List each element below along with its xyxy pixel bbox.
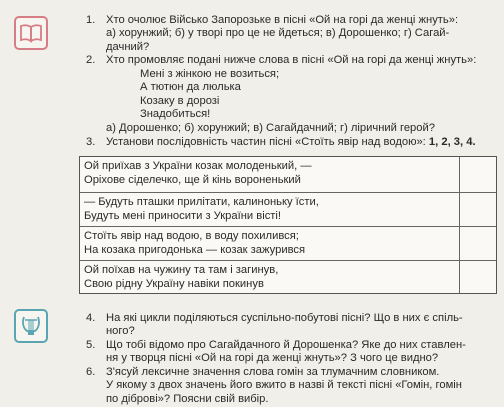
sequence-table: [79, 156, 497, 294]
question-5: [86, 339, 498, 367]
answer-cell[interactable]: [460, 227, 496, 260]
answer-cell[interactable]: [460, 193, 496, 226]
question-2-answers: а) Дорошенко; б) хорунжий; в) Сагайдачний; г) ліричний герой?: [106, 122, 435, 134]
question-text: [106, 136, 476, 149]
question-1: [86, 14, 498, 56]
question-number: 1.: [86, 14, 96, 26]
poem-line: А тютюн да люлька: [140, 81, 241, 94]
table-cell: [84, 195, 319, 223]
cell-line: Оріхове сіделечко, ще й кінь вороненький: [84, 174, 301, 186]
poem-line: Мені з жінкою не возиться;: [140, 68, 280, 80]
question-number: 6.: [86, 366, 96, 378]
table-row: [80, 261, 496, 293]
question-text: Що тобі відомо про Сагайдачного й Дорошенка? Яке до них ставлен-: [106, 339, 466, 351]
answer-cell[interactable]: [460, 261, 496, 293]
table-row: [80, 157, 496, 193]
question-text: З'ясуй лексичне значення слова гомін за тлумачним словником.: [106, 366, 440, 378]
question-4: [86, 312, 498, 340]
question-text-cont: У якому з двох значень його вжито в назві й тексті пісні «Гомін, гомін: [106, 379, 462, 392]
question-3: [86, 136, 498, 150]
question-text-cont2: по діброві»? Поясни свій вибір.: [106, 392, 269, 405]
question-2: [86, 54, 498, 68]
poem-line: Знадобиться!: [140, 108, 211, 121]
question-number: 3.: [86, 136, 96, 148]
cell-line: Ой приїхав з України козак молоденький, —: [84, 160, 312, 172]
cell-line: — Будуть пташки прилітати, калиноньку їсти,: [84, 196, 319, 208]
answer-cell[interactable]: [460, 157, 496, 192]
lyre-icon: [14, 309, 48, 343]
cell-line: Будуть мені приносити з України вісті!: [84, 210, 282, 222]
question-number: 2.: [86, 54, 96, 66]
question-text-body: Установи послідовність частин пісні «Стоїть явір над водою»:: [106, 136, 426, 148]
question-text: Хто промовляє подані нижче слова в пісні «Ой на горі да женці жнуть»:: [106, 54, 477, 66]
table-cell: [84, 263, 278, 291]
cell-line: Ой поїхав на чужину та там і загинув,: [84, 264, 279, 276]
book-icon: [14, 16, 48, 50]
table-row: [80, 227, 496, 261]
cell-line: На козака пригодонька — козак зажурився: [84, 244, 306, 256]
question-number: 5.: [86, 339, 96, 351]
question-text: Хто очолює Військо Запорозьке в пісні «Ой на горі да женці жнуть»:: [106, 14, 459, 26]
question-options: а) хорунжий; б) у творі про це не йдеться; в) Дорошенко; г) Сагай-: [106, 27, 450, 40]
question-6: [86, 366, 498, 407]
table-cell: [84, 229, 305, 257]
poem-quote: [140, 68, 279, 122]
table-cell: [84, 159, 312, 187]
cell-line: Свою рідну Україну навіки покинув: [84, 278, 264, 290]
order-numbers: 1, 2, 3, 4.: [428, 136, 476, 148]
cell-line: Стоїть явір над водою, в воду похилився;: [84, 230, 299, 242]
question-text-cont: ня у творця пісні «Ой на горі да женці жнуть»? З чого це видно?: [106, 352, 439, 365]
question-options-cont: дачний?: [106, 40, 150, 53]
question-text: На які цикли поділяються суспільно-побутові пісні? Що в них є спіль-: [106, 312, 463, 324]
question-number: 4.: [86, 312, 96, 324]
question-text-cont: ного?: [106, 325, 135, 338]
poem-line: Козаку в дорозі: [140, 94, 220, 107]
table-row: [80, 193, 496, 227]
